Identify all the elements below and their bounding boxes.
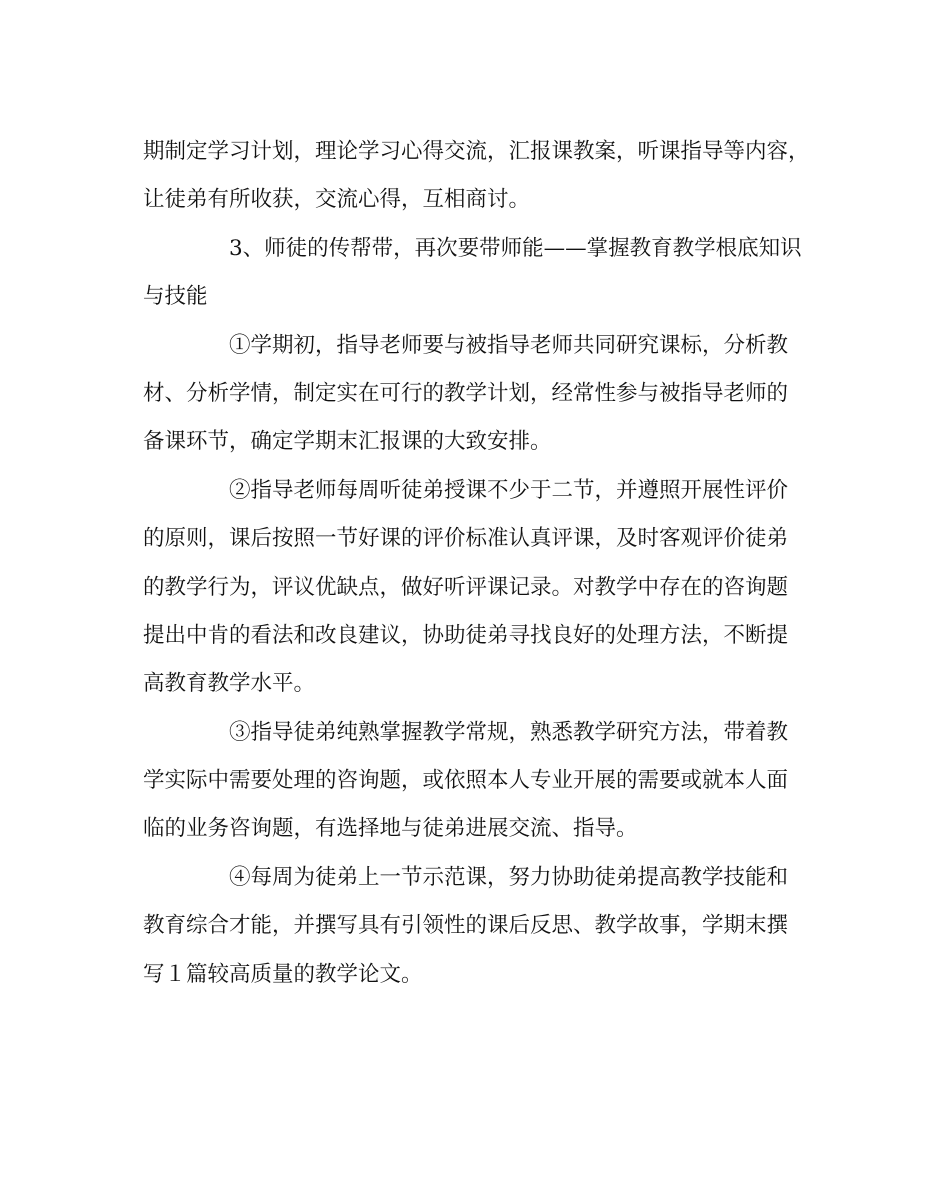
paragraph-3-line: 学实际中需要处理的咨询题，或依照本人专业开展的需要或就本人面	[143, 768, 789, 794]
paragraph-2-line: 提出中肯的看法和改良建议，协助徒弟寻找良好的处理方法，不断提	[143, 622, 789, 648]
paragraph-1-line: ①学期初，指导老师要与被指导老师共同研究课标，分析教	[229, 332, 789, 358]
paragraph-2-line: ②指导老师每周听徒弟授课不少于二节，并遵照开展性评价	[229, 477, 789, 503]
text-line: 期制定学习计划，理论学习心得交流，汇报课教案，听课指导等内容，	[143, 139, 810, 164]
section-heading-line: 3、师徒的传帮带，再次要带师能——掌握教育教学根底知识	[229, 235, 802, 261]
document-body	[143, 128, 808, 999]
paragraph-3-line: 临的业务咨询题，有选择地与徒弟进展交流、指导。	[143, 816, 638, 842]
paragraph-4-line: ④每周为徒弟上一节示范课，努力协助徒弟提高教学技能和	[229, 864, 789, 890]
text-line: 让徒弟有所收获，交流心得，互相商讨。	[143, 187, 531, 213]
paragraph-4-line: 教育综合才能，并撰写具有引领性的课后反思、教学故事，学期末撰	[143, 913, 789, 939]
paragraph-4-line: 写１篇较高质量的教学论文。	[143, 961, 423, 987]
paragraph-2-line: 的教学行为，评议优缺点，做好听评课记录。对教学中存在的咨询题	[143, 574, 789, 600]
section-heading-line: 与技能	[143, 284, 208, 310]
paragraph-2-line: 的原则，课后按照一节好课的评价标准认真评课，及时客观评价徒弟	[143, 526, 789, 552]
paragraph-1-line: 材、分析学情，制定实在可行的教学计划，经常性参与被指导老师的	[143, 380, 789, 406]
paragraph-3-line: ③指导徒弟纯熟掌握教学常规，熟悉教学研究方法，带着教	[229, 719, 789, 745]
paragraph-2-line: 高教育教学水平。	[143, 671, 316, 697]
paragraph-1-line: 备课环节，确定学期末汇报课的大致安排。	[143, 429, 552, 455]
